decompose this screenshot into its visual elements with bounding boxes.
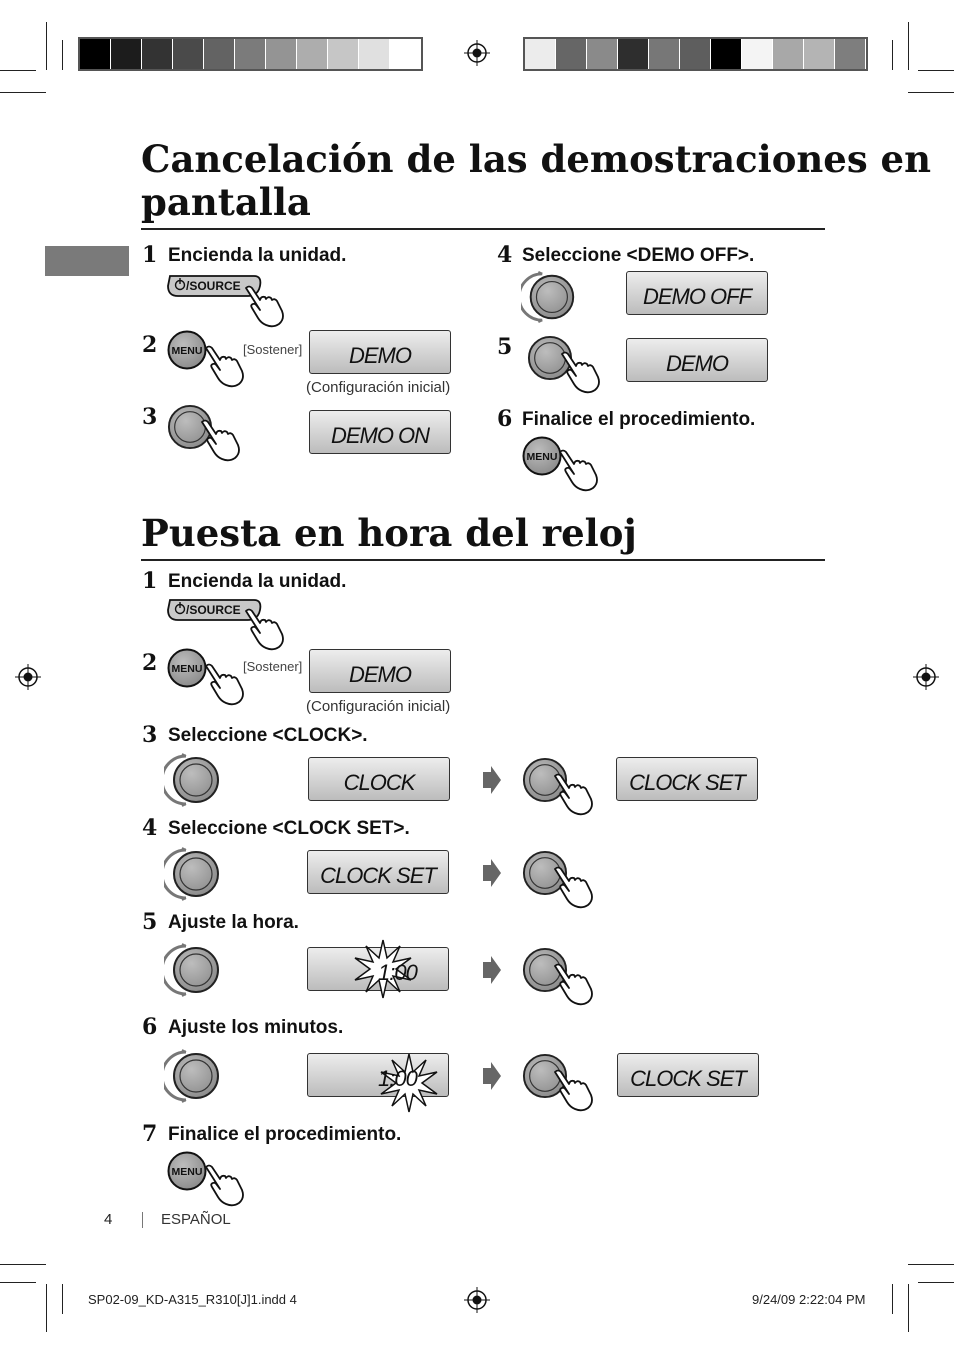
lcd-text: DEMO [349,343,411,368]
hand-press-icon [200,658,248,706]
step-number: 2 [142,650,158,676]
step-text: Finalice el procedimiento. [168,1124,402,1145]
hand-press-icon [554,444,602,492]
source-label: /SOURCE [186,603,241,617]
hand-press-icon [549,768,597,816]
control-dial-rotate-icon[interactable] [164,1046,224,1106]
color-swatch [173,39,204,69]
step-text: Seleccione <DEMO OFF>. [522,245,755,266]
lcd-text: 1:00 [378,960,417,985]
color-swatch [587,39,618,69]
registration-mark-icon [913,664,939,690]
lcd-text: CLOCK SET [320,863,436,888]
initial-setting-caption: (Configuración inicial) [306,698,451,715]
lcd-text: DEMO ON [330,423,430,448]
hand-press-icon [196,414,244,462]
step-text: Seleccione <CLOCK SET>. [168,818,410,839]
arrow-right-icon [481,859,501,887]
step-text: Seleccione <CLOCK>. [168,725,368,746]
lcd-text: CLOCK SET [629,770,745,795]
lcd-display [309,330,451,374]
control-dial-rotate-icon[interactable] [164,940,224,1000]
title-line: Puesta en hora del reloj [141,511,637,555]
menu-label: MENU [526,451,558,463]
step-text: Ajuste la hora. [168,912,299,933]
lcd-display [616,757,758,801]
lcd-display [307,947,449,991]
step-number: 7 [142,1121,158,1147]
footer-divider [142,1212,143,1228]
title-line: Cancelación de las demostraciones en [141,137,931,181]
lcd-text: DEMO [349,662,411,687]
color-swatch [773,39,804,69]
step-number: 6 [497,406,513,432]
step-number: 1 [142,568,158,594]
source-label: /SOURCE [186,279,241,293]
registration-mark-icon [464,40,490,66]
menu-label: MENU [171,1166,203,1178]
hand-press-icon [240,280,288,328]
color-swatch [711,39,742,69]
color-swatch [359,39,390,69]
step-number: 4 [142,815,158,841]
hand-press-icon [200,340,248,388]
lcd-display [626,271,768,315]
hand-press-icon [549,1064,597,1112]
color-swatch [618,39,649,69]
step-text: Ajuste los minutos. [168,1017,344,1038]
section-title-demo [141,138,931,224]
initial-setting-caption: (Configuración inicial) [306,379,451,396]
control-dial-rotate-icon[interactable] [164,750,224,810]
language-label: ESPAÑOL [161,1211,231,1228]
control-dial-rotate-icon[interactable] [521,268,579,326]
color-swatch [525,39,556,69]
arrow-right-icon [481,766,501,794]
hand-press-icon [549,958,597,1006]
hand-press-icon [200,1159,248,1207]
lcd-display [626,338,768,382]
lcd-text: DEMO [666,351,728,376]
section-rule [141,228,825,230]
step-number: 4 [497,242,513,268]
color-swatch [235,39,266,69]
control-dial-rotate-icon[interactable] [164,844,224,904]
menu-label: MENU [171,663,203,675]
step-text: Encienda la unidad. [168,245,347,266]
arrow-right-icon [481,1062,501,1090]
step-number: 3 [142,722,158,748]
lcd-display [309,649,451,693]
lcd-display [307,850,449,894]
step-number: 5 [497,334,513,360]
section-title-clock [141,512,637,555]
menu-label: MENU [171,345,203,357]
lcd-display [617,1053,759,1097]
step-number: 3 [142,404,158,430]
color-swatch [328,39,359,69]
hold-label: [Sostener] [243,659,303,674]
color-swatch [80,39,111,69]
step-number: 1 [142,242,158,268]
step-text: Finalice el procedimiento. [522,409,756,430]
color-swatch [649,39,680,69]
hand-press-icon [556,346,604,394]
page-number: 4 [104,1211,113,1228]
step-text: Encienda la unidad. [168,571,347,592]
lcd-display [308,757,450,801]
color-swatch [835,39,866,69]
step-number: 2 [142,332,158,358]
color-swatch [680,39,711,69]
hand-press-icon [549,861,597,909]
language-tab-marker [45,246,129,276]
color-swatch [804,39,835,69]
color-swatch [266,39,297,69]
step-number: 6 [142,1014,158,1040]
title-line: pantalla [141,180,311,224]
registration-mark-icon [15,664,41,690]
color-swatch [111,39,142,69]
lcd-display [307,1053,449,1097]
color-swatch [556,39,587,69]
step-number: 5 [142,909,158,935]
color-swatch [142,39,173,69]
lcd-text: DEMO OFF [642,284,752,309]
registration-mark-icon [464,1287,490,1313]
section-rule [141,559,825,561]
print-timestamp: 9/24/09 2:22:04 PM [752,1292,866,1307]
lcd-text: CLOCK SET [630,1066,746,1091]
lcd-display [309,410,451,454]
hand-press-icon [240,603,288,651]
color-swatch [390,39,421,69]
lcd-text: 1:00 [378,1066,417,1091]
color-swatch [204,39,235,69]
color-swatch [297,39,328,69]
hold-label: [Sostener] [243,342,303,357]
file-info: SP02-09_KD-A315_R310[J]1.indd 4 [88,1292,297,1307]
color-swatch [742,39,773,69]
color-bar-left [78,37,423,71]
color-bar-right [523,37,868,71]
arrow-right-icon [481,956,501,984]
lcd-text: CLOCK [343,770,415,795]
